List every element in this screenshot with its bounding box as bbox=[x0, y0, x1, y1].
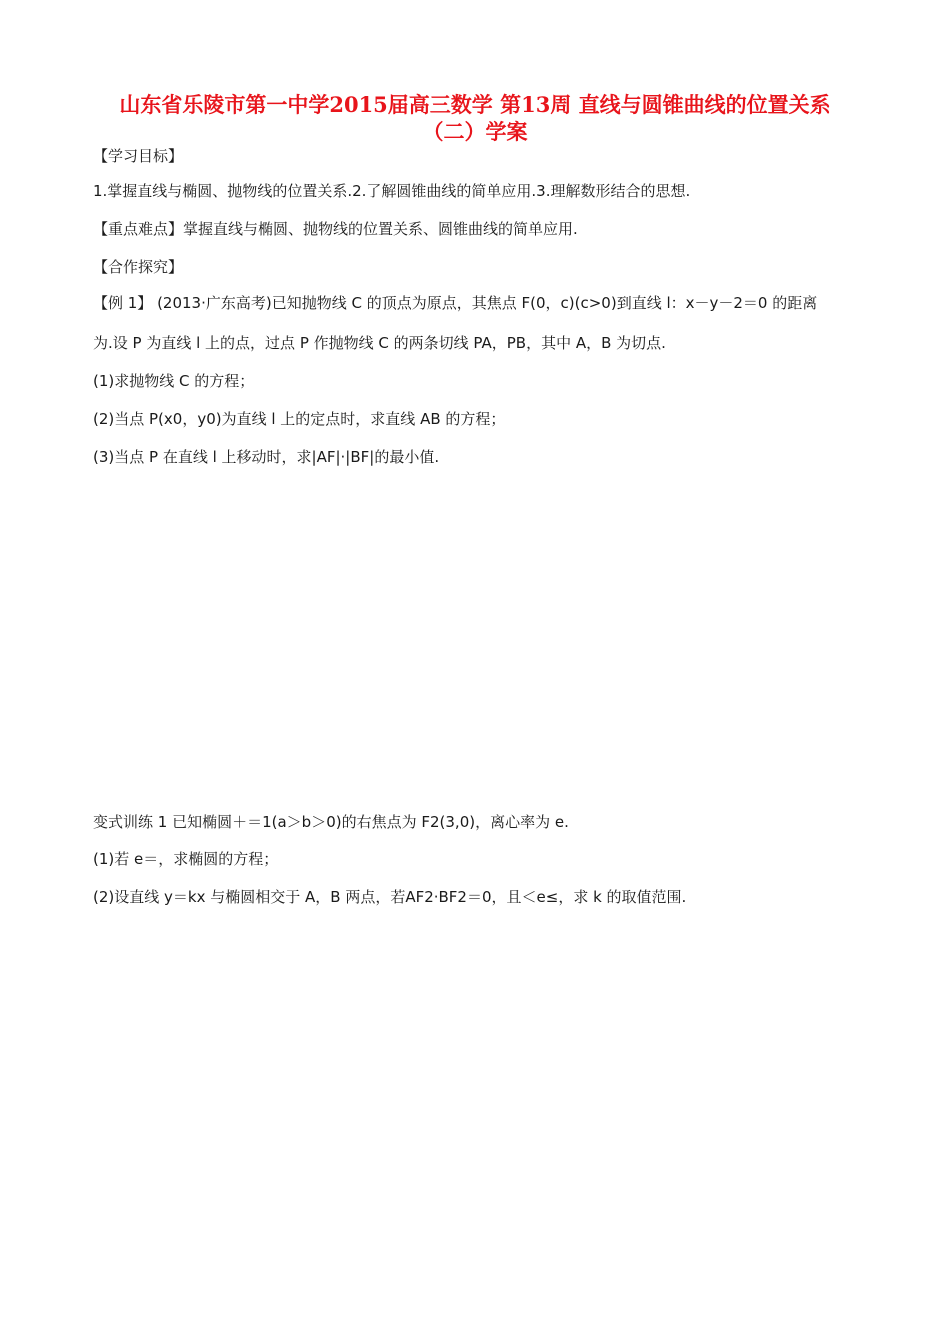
example-1-question-2: (2)当点 P(x0，y0)为直线 l 上的定点时，求直线 AB 的方程； bbox=[93, 410, 506, 428]
example-1-question-3: (3)当点 P 在直线 l 上移动时，求|AF|·|BF|的最小值. bbox=[93, 448, 440, 466]
objectives-heading: 【学习目标】 bbox=[93, 147, 184, 165]
document-title-line-2: （二）学案 bbox=[422, 119, 528, 144]
variant-1-question-2: (2)设直线 y＝kx 与椭圆相交于 A，B 两点，若AF2·BF2＝0，且＜e≤，求 k 的取值范围. bbox=[93, 888, 687, 906]
example-1-line-1: 【例 1】 (2013·广东高考)已知抛物线 C 的顶点为原点，其焦点 F(0，c)(c>0)到直线 l：x－y－2＝0 的距离 bbox=[93, 294, 818, 312]
cooperation-heading: 【合作探究】 bbox=[93, 258, 184, 276]
example-1-question-1: (1)求抛物线 C 的方程； bbox=[93, 372, 255, 390]
variant-1-line-1: 变式训练 1 已知椭圆＋＝1(a＞b＞0)的右焦点为 F2(3,0)，离心率为 e. bbox=[93, 813, 569, 831]
objectives-text: 1.掌握直线与椭圆、抛物线的位置关系.2.了解圆锥曲线的简单应用.3.理解数形结合的思想. bbox=[93, 182, 691, 200]
document-title-line-1: 山东省乐陵市第一中学2015届高三数学 第13周 直线与圆锥曲线的位置关系 bbox=[119, 92, 831, 117]
key-points-text: 【重点难点】掌握直线与椭圆、抛物线的位置关系、圆锥曲线的简单应用. bbox=[93, 220, 578, 238]
variant-1-question-1: (1)若 e＝，求椭圆的方程； bbox=[93, 850, 279, 868]
example-1-line-2: 为.设 P 为直线 l 上的点，过点 P 作抛物线 C 的两条切线 PA，PB，其中 A，B 为切点. bbox=[93, 334, 666, 352]
